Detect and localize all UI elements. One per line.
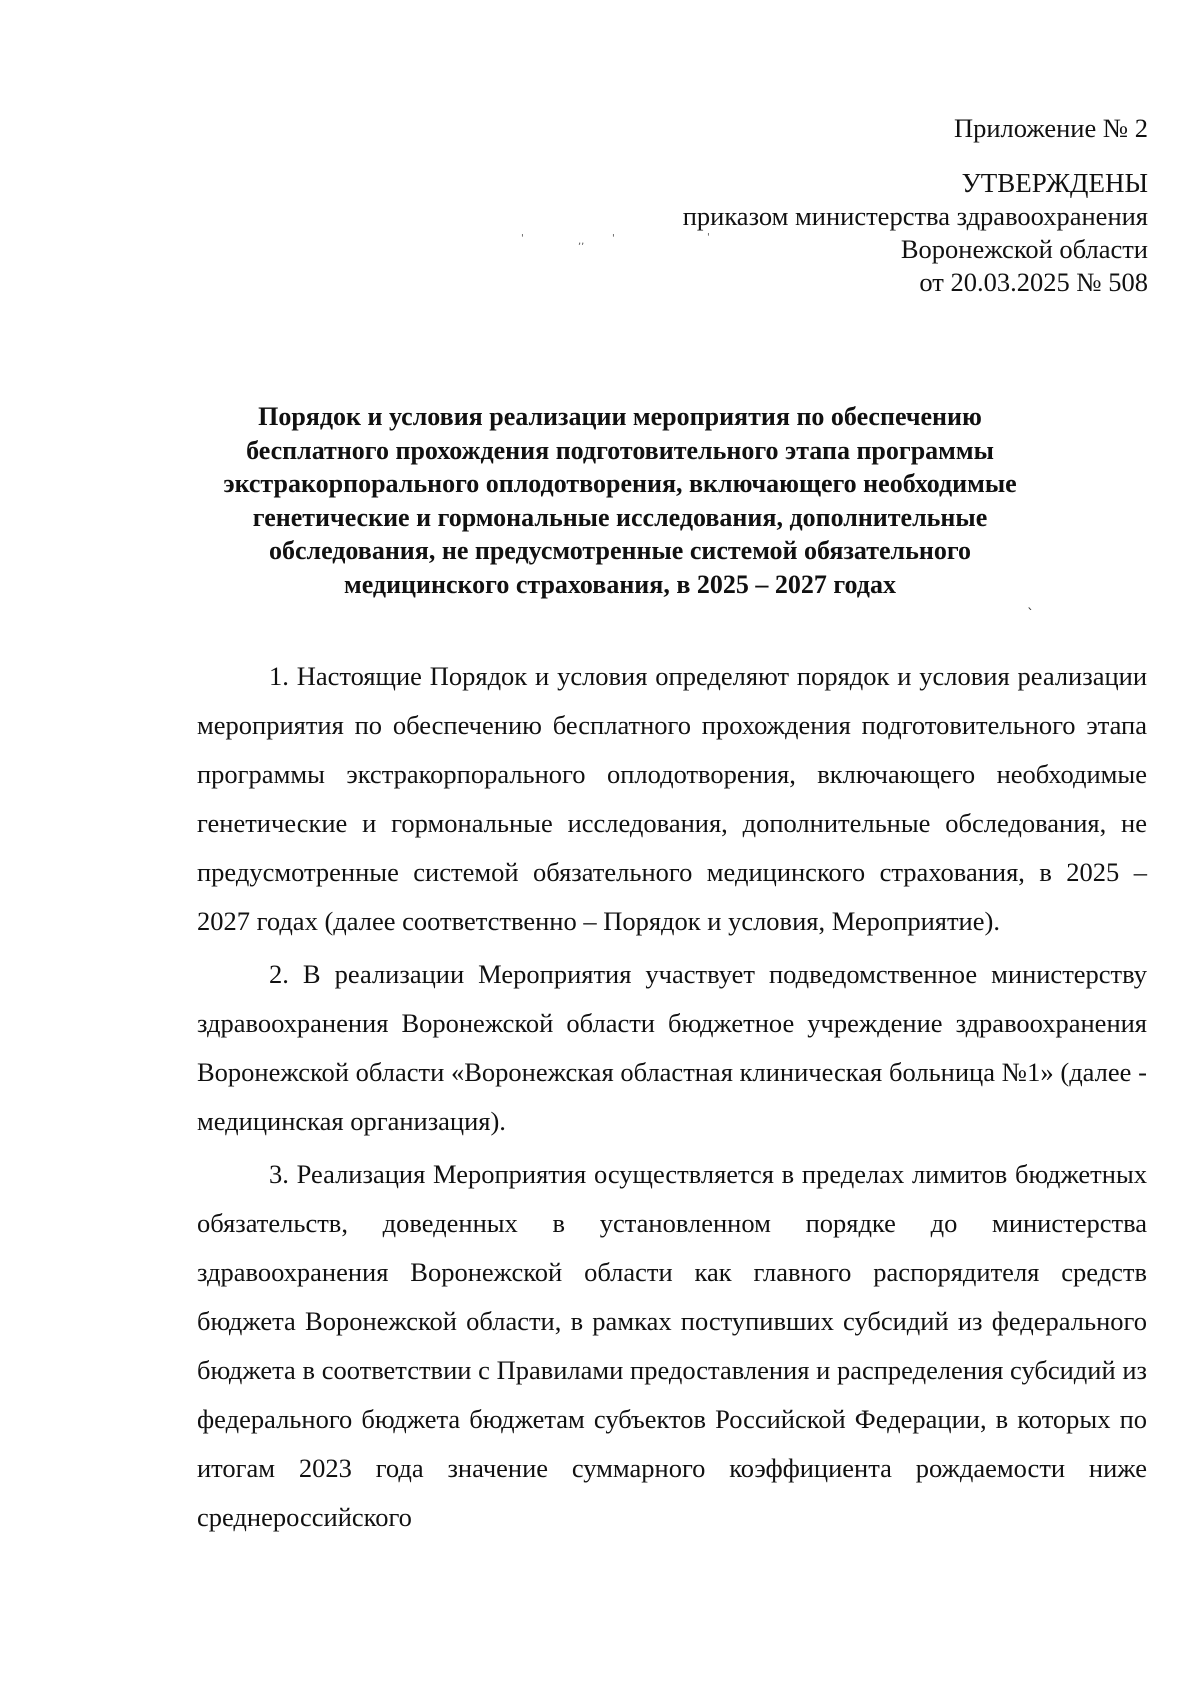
annex-number: Приложение № 2 [953,113,1148,143]
title-line: экстракорпорального оплодотворения, включающего необходимые [223,469,1017,498]
document-body [197,652,1147,1542]
title-line: генетические и гормональные исследования, дополнительные [252,502,988,532]
paragraph-3: 3. Реализация Мероприятия осуществляется в пределах лимитов бюджетных обязательств, доведенных в установленном порядке до министерства здравоохранения Воронежской области как главного распорядителя средств бюджета Воронежской области, в рамках поступивших субсидий из федерального бюджета в соответствии с Правилами предоставления и распределения субсидий из федерального бюджета бюджетам субъектов Российской Федерации, в которых по итогам 2023 года значение суммарного коэффициента рождаемости ниже среднероссийского [197,1159,1147,1532]
scan-speck: ' [521,233,524,244]
approved-label: УТВЕРЖДЕНЫ [961,168,1148,198]
paragraph-1: 1. Настоящие Порядок и условия определяют порядок и условия реализации мероприятия по обеспечению бесплатного прохождения подготовительного этапа программы экстракорпорального оплодотворения, включающего необходимые генетические и гормональные исследования, дополнительные обследования, не предусмотренные системой обязательного медицинского страхования, в 2025 – 2027 годах (далее соответственно – Порядок и условия, Мероприятие). [197,661,1147,936]
scan-speck: ' [707,232,710,243]
title-line: Порядок и условия реализации мероприятия по обеспечению [258,402,982,431]
title-line: медицинского страхования, в 2025 – 2027 годах [344,569,896,599]
order-issuer-line: приказом министерства здравоохранения [682,201,1148,231]
scan-speck: ,, [578,236,585,247]
order-region-line: Воронежской области [900,234,1148,264]
order-date-number: от 20.03.2025 № 508 [919,267,1148,297]
document-title [180,400,1060,601]
title-line: бесплатного прохождения подготовительного этапа программы [246,435,994,465]
paragraph-2: 2. В реализации Мероприятия участвует подведомственное министерству здравоохранения Воронежской области бюджетное учреждение здравоохранения Воронежской области «Воронежская областная клиническая больница №1» (далее - медицинская организация). [197,959,1147,1136]
scan-speck: ` [1027,607,1034,623]
scan-speck: ' [612,233,615,244]
approval-header [448,112,1148,299]
title-line: обследования, не предусмотренные системой обязательного [268,536,972,565]
